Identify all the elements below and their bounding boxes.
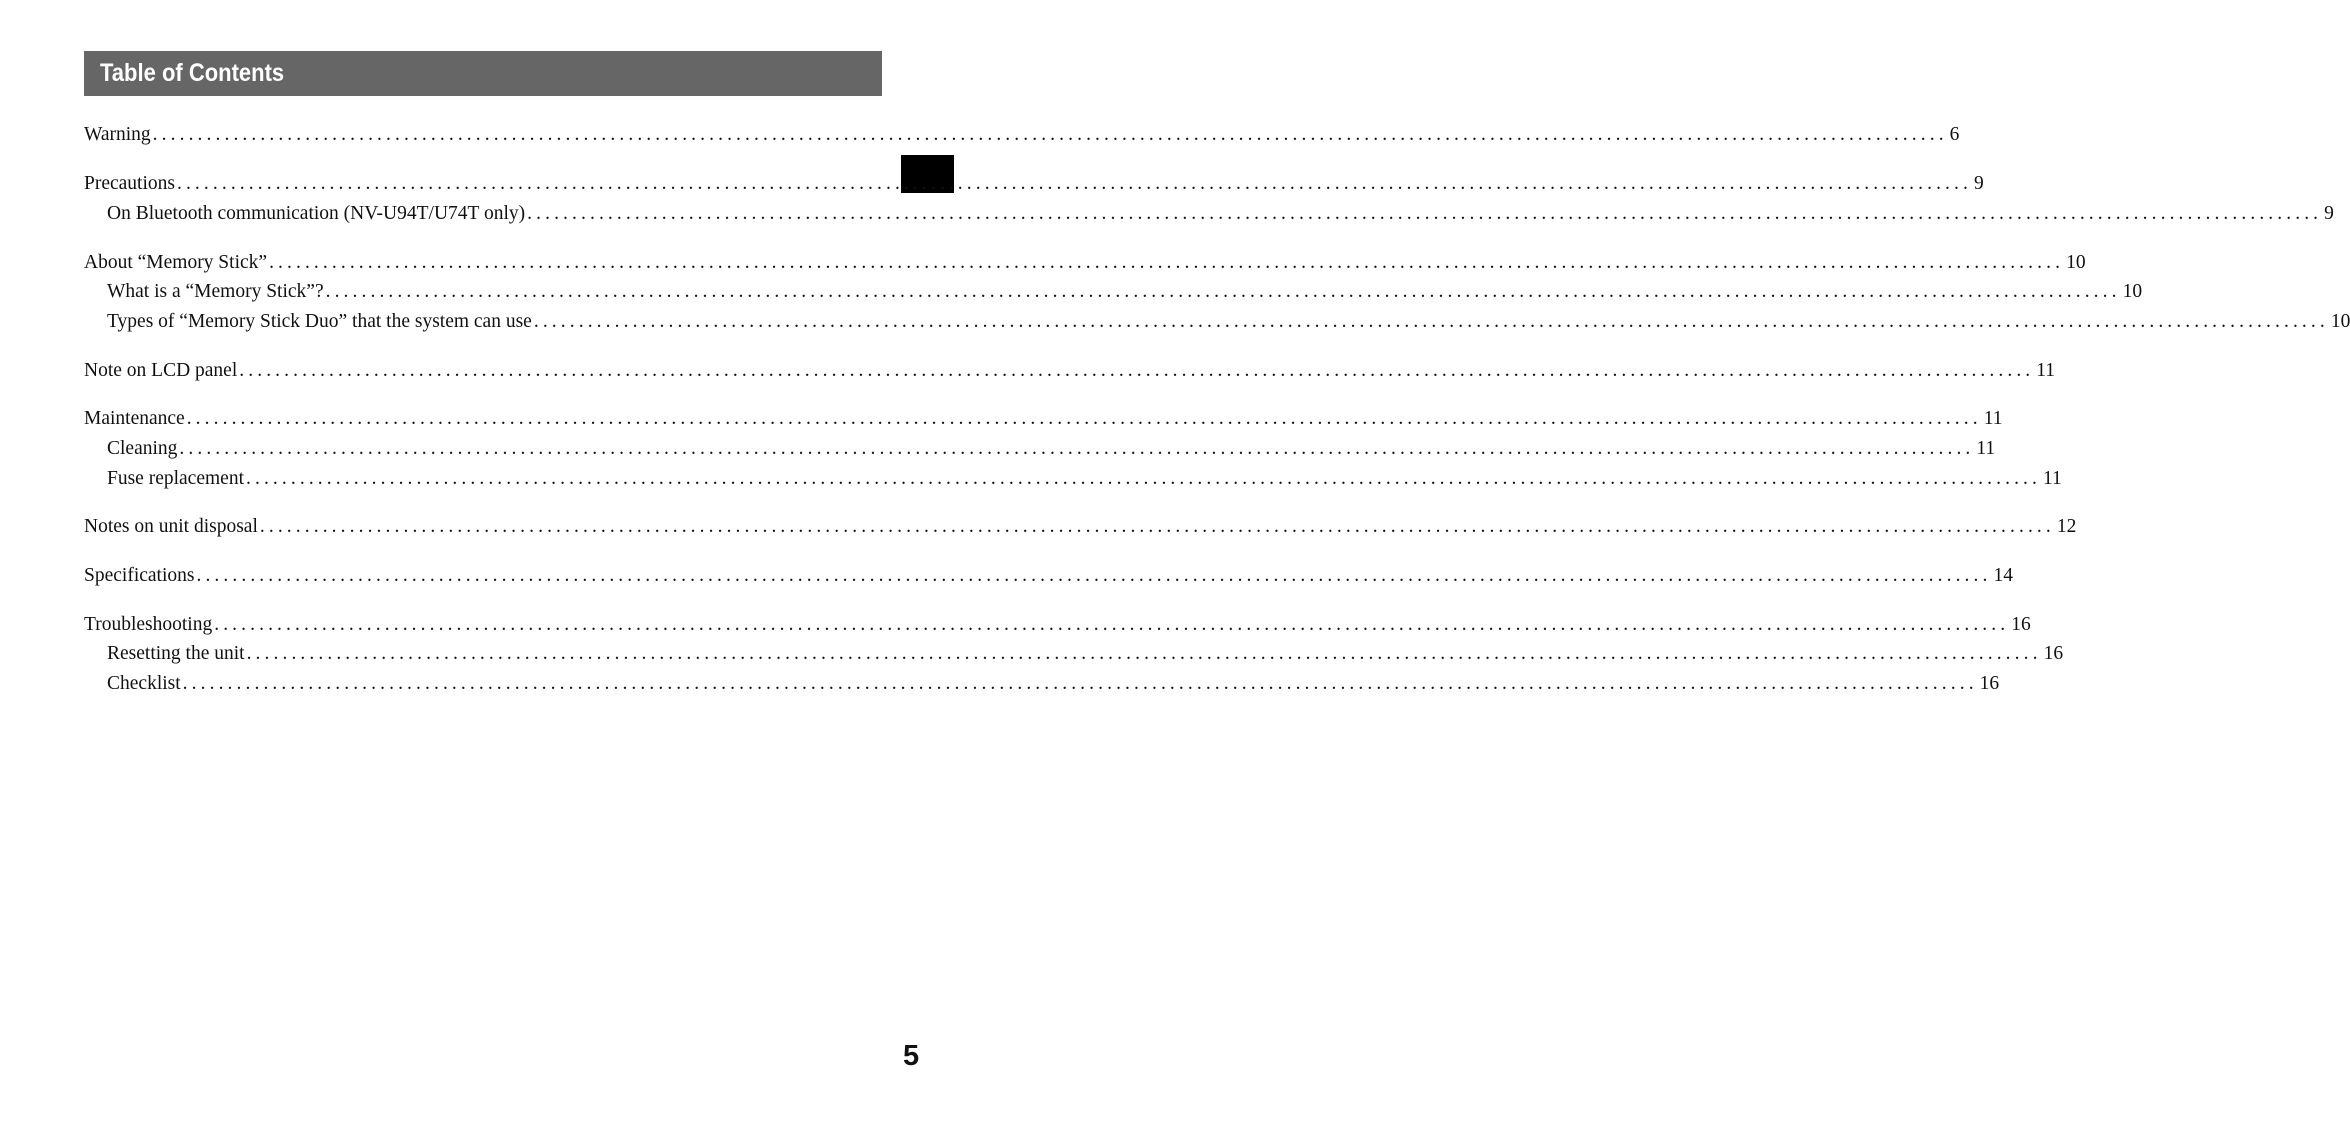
toc-entry-label: On Bluetooth communication (NV-U94T/U74T only) [107,203,526,224]
dot-leader: ........................................................................................................................................................................................................ [152,124,1948,145]
dot-leader: ........................................................................................................................................................................................................ [239,360,2035,381]
toc-entry-page: 14 [1993,565,2013,586]
toc-entry-page: 16 [2011,614,2031,635]
toc-entry-page: 10 [2330,311,2350,332]
toc-entry-types-memory-stick-duo[interactable] [107,310,2350,334]
page-title: Table of Contents [100,59,285,87]
dot-leader: ........................................................................................................................................................................................................ [269,252,2065,273]
toc-entry-label: Notes on unit disposal [84,516,258,537]
toc-entry-warning[interactable] [84,123,1960,147]
toc-entry-precautions[interactable] [84,172,1984,196]
toc-entry-page: 9 [1973,173,1984,194]
toc-entry-page: 11 [1976,438,1996,459]
dot-leader: ........................................................................................................................................................................................................ [214,614,2010,635]
toc-entry-label: Troubleshooting [84,614,213,635]
toc-title-bar [84,51,882,96]
dot-leader: ........................................................................................................................................................................................................ [182,673,1978,694]
toc-entry-label: Resetting the unit [107,643,245,664]
toc-entry-label: Specifications [84,565,195,586]
toc-entry-label: Precautions [84,173,175,194]
toc-entry-label: Checklist [107,673,181,694]
toc-entry-page: 10 [2122,281,2143,302]
toc-entry-page: 11 [2036,360,2056,381]
toc-entry-label: Types of “Memory Stick Duo” that the system can use [107,311,532,332]
toc-entry-bluetooth[interactable] [107,202,2334,226]
toc-entry-resetting-unit[interactable] [107,642,2064,666]
toc-entry-what-is-memory-stick[interactable] [107,280,2143,304]
toc-entry-label: Cleaning [107,438,178,459]
dot-leader: ........................................................................................................................................................................................................ [179,438,1975,459]
dot-leader: ........................................................................................................................................................................................................ [527,203,2323,224]
toc-entry-unit-disposal[interactable] [84,515,2077,539]
toc-entry-page: 12 [2056,516,2077,537]
toc-entry-checklist[interactable] [107,672,2000,696]
dot-leader: ........................................................................................................................................................................................................ [196,565,1992,586]
dot-leader: ........................................................................................................................................................................................................ [186,408,1982,429]
toc-entry-cleaning[interactable] [107,437,1996,461]
dot-leader: ........................................................................................................................................................................................................ [325,281,2121,302]
toc-entry-label: Note on LCD panel [84,360,238,381]
toc-entry-lcd-panel[interactable] [84,359,2056,383]
toc-entry-page: 9 [2324,203,2334,224]
dot-leader: ........................................................................................................................................................................................................ [246,468,2041,489]
toc-entry-page: 6 [1949,124,1960,145]
toc-entry-about-memory-stick[interactable] [84,251,2086,275]
toc-entry-troubleshooting[interactable] [84,613,2031,637]
toc-entry-fuse-replacement[interactable] [107,467,2062,491]
toc-entry-label: About “Memory Stick” [84,252,268,273]
dot-leader: ........................................................................................................................................................................................................ [176,173,1972,194]
toc-entry-page: 11 [2043,468,2062,489]
page-number: 5 [903,1040,920,1072]
toc-entry-label: What is a “Memory Stick”? [107,281,324,302]
toc-entry-maintenance[interactable] [84,407,2003,431]
dot-leader: ........................................................................................................................................................................................................ [246,643,2042,664]
toc-entry-specifications[interactable] [84,564,2013,588]
toc-entry-page: 16 [1979,673,2000,694]
toc-entry-label: Fuse replacement [107,468,244,489]
toc-entry-page: 11 [1983,408,2003,429]
toc-entry-page: 16 [2043,643,2064,664]
dot-leader: ........................................................................................................................................................................................................ [533,311,2329,332]
toc-entry-page: 10 [2066,252,2086,273]
toc-entry-label: Maintenance [84,408,185,429]
toc-entry-label: Warning [84,124,151,145]
dot-leader: ........................................................................................................................................................................................................ [259,516,2055,537]
